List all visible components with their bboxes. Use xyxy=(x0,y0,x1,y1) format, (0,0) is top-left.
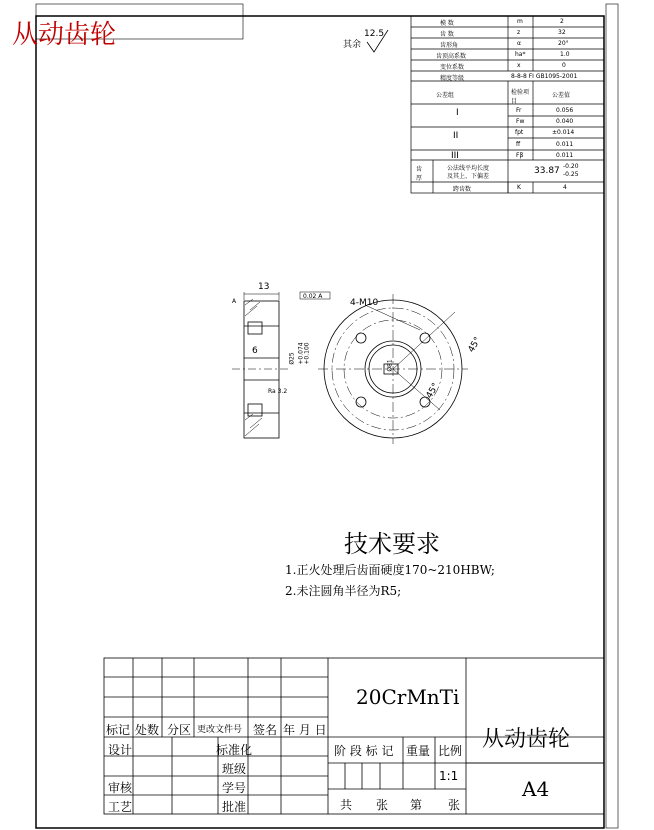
part-name: 从动齿轮 xyxy=(482,727,571,752)
thick-lower: -0.25 xyxy=(563,171,579,178)
rev-header-zone: 分区 xyxy=(167,723,192,737)
tol-item-5: Fβ xyxy=(516,152,524,159)
roughness-prefix: 其余 xyxy=(343,40,362,50)
design-label: 设计 xyxy=(108,743,133,757)
rev-header-sign: 签名 xyxy=(253,723,278,737)
tol-item-2: Fw xyxy=(516,118,525,125)
side-view xyxy=(232,292,330,438)
tol-val-4: 0.011 xyxy=(556,141,574,148)
tol-item-4: ff xyxy=(516,141,521,148)
check-label: 审核 xyxy=(108,781,133,795)
dim-13: 13 xyxy=(258,282,270,292)
param-val-6: 8-8-8 FI GB1095-2001 xyxy=(511,73,578,80)
tol-item-1: Fr xyxy=(516,107,522,114)
total-label: 共 xyxy=(340,798,353,812)
tol-val-5: 0.011 xyxy=(556,152,574,159)
bore-tol-1: +0.074 xyxy=(297,342,305,365)
file-label: 从动齿轮 xyxy=(12,20,117,50)
scale-value: 1:1 xyxy=(439,769,459,783)
std-label: 标准化 xyxy=(216,743,253,757)
roughness-value: 12.5 xyxy=(364,29,385,39)
rev-header-mark: 标记 xyxy=(106,723,131,737)
param-val-3: 20° xyxy=(558,40,569,47)
sheets-label: 张 xyxy=(376,798,389,812)
tol-header-item: 检验项目 xyxy=(511,89,530,105)
weight-label: 重量 xyxy=(406,744,431,758)
bore-diameter: Ø25 xyxy=(288,352,296,365)
student-no-label: 学号 xyxy=(222,781,247,795)
param-sym-5: x xyxy=(517,62,521,69)
tol-val-2: 0.040 xyxy=(556,118,574,125)
param-val-4: 1.0 xyxy=(560,51,570,58)
param-name-6: 精度等级 xyxy=(440,75,465,82)
tol-group-1: I xyxy=(456,108,459,118)
span-name: 跨齿数 xyxy=(453,186,472,193)
process-label: 工艺 xyxy=(108,800,133,814)
sheet-no-label: 第 xyxy=(410,798,423,812)
stage-label: 阶 段 标 记 xyxy=(334,744,394,758)
thick-upper: -0.20 xyxy=(563,163,579,170)
bore-tol-2: +0.100 xyxy=(303,342,311,365)
tol-item-3: fpt xyxy=(515,129,524,136)
angle-label: 45° xyxy=(466,335,484,355)
param-sym-4: ha* xyxy=(515,51,526,58)
rev-header-count: 处数 xyxy=(135,723,160,737)
param-name-2: 齿 数 xyxy=(440,31,454,38)
tol-header-group: 公差组 xyxy=(436,92,455,99)
param-name-1: 模 数 xyxy=(440,20,454,27)
span-sym: K xyxy=(517,184,521,191)
param-sym-1: m xyxy=(517,18,523,25)
angle-label-2: 45° xyxy=(424,381,442,401)
center-label: Ø81 xyxy=(386,359,394,372)
dim-6: 6 xyxy=(252,346,258,356)
param-sym-2: z xyxy=(517,29,521,36)
param-sym-3: α xyxy=(517,40,521,47)
param-name-3: 齿形角 xyxy=(440,42,459,49)
class-label: 班级 xyxy=(222,762,247,776)
param-val-5: 0 xyxy=(562,62,566,69)
tol-header-value: 公差值 xyxy=(552,92,571,99)
paper-size: A4 xyxy=(522,777,550,801)
tol-group-2: II xyxy=(453,131,459,141)
sheets-label-2: 张 xyxy=(448,798,461,812)
param-name-5: 变位系数 xyxy=(440,64,465,71)
scale-label: 比例 xyxy=(438,744,463,758)
thick-value: 33.87 xyxy=(534,166,560,176)
rev-header-date: 年 月 日 xyxy=(283,723,327,737)
datum-label: A xyxy=(232,298,237,305)
tolerance-frame: 0.02 A xyxy=(303,293,323,300)
tol-group-3: III xyxy=(451,151,459,161)
material: 20CrMnTi xyxy=(356,685,460,709)
param-val-1: 2 xyxy=(560,18,564,25)
approve-label: 批准 xyxy=(222,800,247,814)
tech-item-2: 2.未注圆角半径为R5; xyxy=(285,584,402,598)
hole-label: 4-M10 xyxy=(350,298,379,308)
rev-header-doc: 更改文件号 xyxy=(197,725,243,735)
span-val: 4 xyxy=(563,184,567,191)
tol-val-1: 0.056 xyxy=(556,107,574,114)
thick-desc-1: 公法线平均长度 xyxy=(447,165,490,172)
thick-desc-2: 及其上、下偏差 xyxy=(447,173,490,180)
rough-callout: Ra 3.2 xyxy=(268,388,288,395)
param-val-2: 32 xyxy=(558,29,566,36)
tech-item-1: 1.正火处理后齿面硬度170~210HBW; xyxy=(285,563,495,577)
param-name-4: 齿顶高系数 xyxy=(436,53,467,60)
tol-val-3: ±0.014 xyxy=(552,129,575,136)
tech-title: 技术要求 xyxy=(344,530,440,558)
thick-label: 齿厚 xyxy=(416,166,423,182)
